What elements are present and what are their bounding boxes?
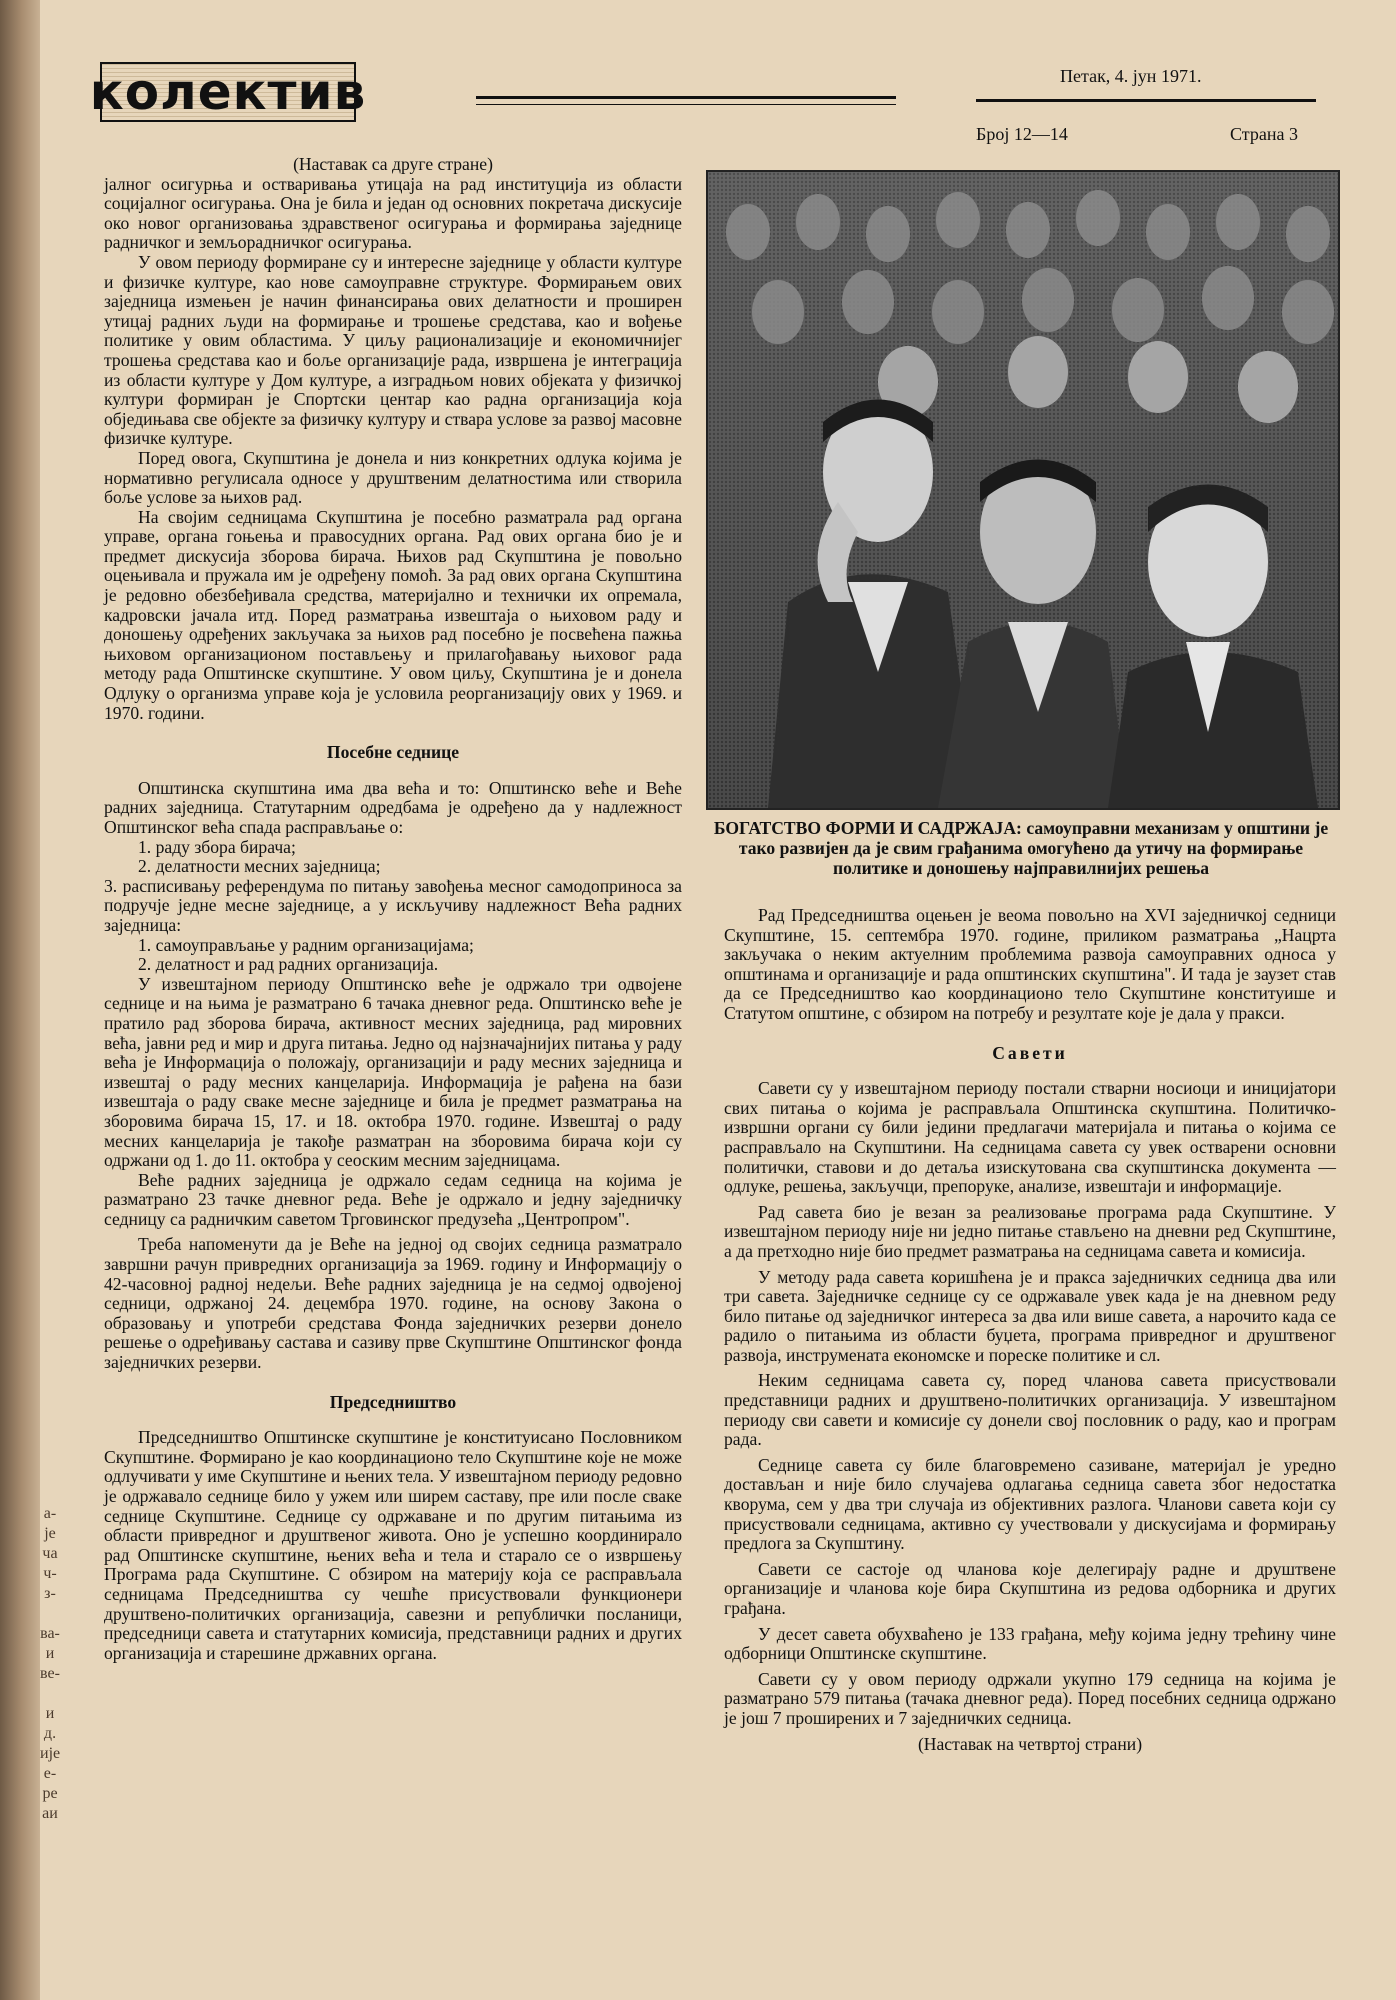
- paragraph: јалног осигурња и остваривања утицаја на рад институција из области социјалног осигурања. Она је била и један од основних покретача дискусије око новог организовања здравственог осигурања и формирања заједнице радничког и земљорадничког осигурања.: [104, 173, 682, 253]
- left-article-column: [104, 155, 682, 1663]
- paragraph: У извештајном периоду Општинско веће је одржало три одвојене седнице и на њима је разматрано 6 тачака дневног реда. Општинско веће је пратило рад зборова бирача, активност месних заједница, рад мировних већа, јавни ред и мир и друга питања. Једно од најзначајнијих питања у раду већа је Информација о положају, организацији и раду месних заједница и извештај о раду месних канцеларија. Информација је рађена на бази извештаја о раду сваке месне заједнице и била је предмет разматрања на зборовима бирача 15, 17. и 18. октобра 1970. године. Извештај о раду месних канцеларија је такође разматран на зборовима бирача који су одржани од 1. до 11. октобра у сеоским месним заједницама.: [104, 973, 682, 1171]
- paragraph: Савети се састоје од чланова које делегирају радне и друштвене организације и чланова које бира Скупштина из редова одборника и других грађана.: [724, 1558, 1336, 1618]
- paragraph: Председништво Општинске скупштине је конституисано Пословником Скупштине. Формирано је као координационо тело Скупштине које не може одлучивати у име Скупштине и њених тела. У извештајном периоду редовно је одржавало седнице било у ужем или ширем саставу, пре или после сваке седнице Скупштине. Седнице су одржаване и по другим питањима из области привредног и друштвеног живота. Оно је успешно координирало рад Општинске скупштине, њених већа и тела и старало се о извршењу Програма рада Скупштине. С обзиром на материју која се расправљала седницама Председништва су чешће присуствовали функционери друштвено-политичких организација, савезни и републички посланици, председници савета и статутарних комисија, представници радних и других организација и старешине државних органа.: [104, 1427, 682, 1663]
- page-number: Страна 3: [1230, 124, 1298, 144]
- margin-fragment: а-: [43, 1505, 57, 1522]
- header-rule-right: [976, 99, 1316, 102]
- section-heading: Посебне седнице: [326, 742, 460, 763]
- paragraph: Треба напоменути да је Веће на једној од својих седница разматрало завршни рачун привредних организација за 1969. годину и Информацију о 42-часовној радној недељи. Веће радних заједница је на седмој одвојеној седници, одржаној 24. децембра 1970. године, на основу Закона о образовању и употреби средстава Фонда заједничких резерви донело решење о одређивању састава и сазиву прве Скупштине Општинског фонда заједничких резерви.: [104, 1234, 682, 1373]
- paragraph: Поред овога, Скупштина је донела и низ конкретних одлука којима је нормативно регулисала односе у друштвеним делатностима или створила боље услове за њихов рад.: [104, 447, 682, 508]
- list-item: 3. расписивању референдума по питању завођења месног самодоприноса за подручје једне месне заједнице, а у искључиву надлежност Већа радних заједница:: [104, 875, 682, 935]
- list-item: 2. делатности месних заједница;: [138, 856, 381, 877]
- binding-spine: [0, 0, 40, 2000]
- continued-to: (Наставак на четвртој страни): [917, 1733, 1143, 1754]
- margin-fragment: аи: [42, 1805, 58, 1822]
- caption-text: самоуправни механизам у општини је тако развијен да је свим грађанима омогућено да утичу на формирање политике и доношењу најправилнијих решења: [738, 818, 1329, 878]
- paragraph: Рад савета био је везан за реализовање програма рада Скупштине. У извештајном периоду није ни једно питање стављено на дневни ред Скупштине, а да претходно није био предмет разматрања на седницама савета и комисија.: [724, 1201, 1336, 1261]
- list-item: 1. раду збора бирача;: [138, 836, 296, 857]
- margin-fragment: ч-: [43, 1565, 57, 1582]
- masthead-logo: колектив: [89, 63, 367, 121]
- header-rule-left-thin: [476, 104, 896, 105]
- margin-fragment: е-: [43, 1765, 57, 1782]
- paragraph: Рад Председништва оцењен је веома повољно на XVI заједничкој седници Скупштине, 15. септембра 1970. године, приликом разматрања „Нацрта закључака о неким актуелним проблемима развоја самоуправних односа у општинама и организације и рада општинских скупштина". И тада је заузет став да се Председништво као координационо тело Скупштине конституише и Статутом општине, с обзиром на потребу и резултате које је дала у пракси.: [724, 905, 1336, 1023]
- section-heading: Председништво: [329, 1391, 457, 1412]
- photo-caption: [706, 818, 1336, 878]
- list-item: 2. делатност и рад радних организација.: [138, 954, 439, 975]
- section-heading: Савети: [992, 1042, 1068, 1063]
- paragraph: Седнице савета су биле благовремено сазиване, материјал је уредно достављан и није било случајева одлагања седница савета због недостатка кворума, сем у два три случаја из објективних разлога. Чланови савета који су присуствовали седницама, активно су учествовали у дискусијама и формирању предлога за Скупштину.: [724, 1454, 1336, 1554]
- paragraph: Савети су у овом периоду одржали укупно 179 седница на којима је разматрано 579 питања (тачака дневног реда). Поред посебних седница одржано је још 7 проширених и 7 заједничких седница.: [724, 1668, 1336, 1728]
- paragraph: У десет савета обухваћено је 133 грађана, међу којима једну трећину чине одборници Општинске скупштине.: [724, 1623, 1336, 1664]
- header-rule-left: [476, 96, 896, 99]
- paragraph: Општинска скупштина има два већа и то: Општинско веће и Веће радних заједница. Статутарним одредбама је одређено да у надлежност Општинског већа спада расправљање о:: [104, 777, 682, 837]
- issue-number: Број 12—14: [976, 124, 1068, 144]
- margin-fragment: ча: [42, 1545, 58, 1562]
- photo-halftone: [708, 172, 1338, 808]
- caption-lead: БОГАТСТВО ФОРМИ И САДРЖАЈА:: [713, 818, 1022, 838]
- margin-fragment: з-: [44, 1585, 56, 1602]
- margin-fragment: и: [45, 1705, 55, 1722]
- list-item: 1. самоуправљање у радним организацијама;: [138, 934, 474, 955]
- margin-fragment: и: [45, 1645, 55, 1662]
- paragraph: На својим седницама Скупштина је посебно разматрала рад органа управе, органа гоњења и правосудних органа. Рад ових органа био је и предмет дискусија зборова бирача. Њихов рад Скупштина је повољно оцењивала и пружала им је одређену помоћ. За рад ових органа Скупштина је редовно обезбеђивала средства, материјално и технички их опремала, кадровски јачала итд. Поред разматрања извештаја о њиховом раду и доношењу одређених закључака за њихов рад посебно је посвећена пажња њиховом организационом постављењу и прилагођавању њиховог рада методу рада Општинске скупштине. У овом циљу, Скупштина је и донела Одлуку о организма управе која је условила реорганизацију ових у 1969. и 1970. години.: [104, 506, 682, 723]
- paragraph: Неким седницама савета су, поред чланова савета присуствовали представници радних и друштвено-политичких организација. У извештајном периоду сви савети и комисије су донели свој пословник о раду, као и програм рада.: [724, 1370, 1336, 1450]
- margin-fragment: ве-: [40, 1665, 60, 1682]
- continued-from: (Наставак са друге стране): [293, 154, 493, 174]
- paragraph: Савети су у извештајном периоду постали стварни носиоци и иницијатори свих питања о којима је расправљала Општинска скупштина. Политичко-извршни органи су били једини предлагачи материјала и питања о којима се расправљало на Скупштини. На седницама савета су увек остварени основни политички, ставови и до детаља изискутована сва скупштинска документа — одлуке, решења, закључци, препоруке, анализе, извештаји и информације.: [724, 1078, 1336, 1197]
- margin-fragment: ије: [40, 1745, 61, 1762]
- issue-date: Петак, 4. јун 1971.: [1060, 66, 1202, 86]
- audience-photo: [706, 170, 1340, 810]
- right-article-column: [724, 906, 1336, 1754]
- paragraph: Веће радних заједница је одржало седам седница на којима је разматрано 23 тачке дневног реда. Веће је одржало и једну заједничку седницу са радничким саветом Трговинског предузећа „Центропром".: [104, 1169, 682, 1229]
- margin-fragment: је: [44, 1525, 56, 1542]
- margin-fragment: ре: [42, 1785, 58, 1802]
- margin-fragment: ва-: [40, 1625, 60, 1642]
- newspaper-page: [40, 0, 1396, 2000]
- paragraph: У овом периоду формиране су и интересне заједнице у области културе и физичке културе, као нове самоуправне структуре. Формирањем ових заједница измењен је начин финансирања ових делатности и проширен утицај радних људи на формирање и трошење средстава, као и вођење политике у овим областима. У циљу рационализације и економичнијег трошења средстава као и боље организације рада, извршена је интеграција из области културе у Дом културе, а изградњом нових објеката у физичкој култури формиран је Спортски центар као радна организација која обједињава све објекте за физичку културу и ствара услове за развој масовне физичке културе.: [104, 251, 682, 449]
- paragraph: У методу рада савета коришћена је и пракса заједничких седница два или три савета. Заједничке седнице су се одржавале увек када је на дневном реду било питање од заједничког интереса за два или више савета, а нарочито када се радило о питањима из области буџета, програма привредног и друштвеног развоја, инструмената економске и пореске политике и сл.: [724, 1266, 1336, 1365]
- margin-fragment: д.: [43, 1725, 57, 1742]
